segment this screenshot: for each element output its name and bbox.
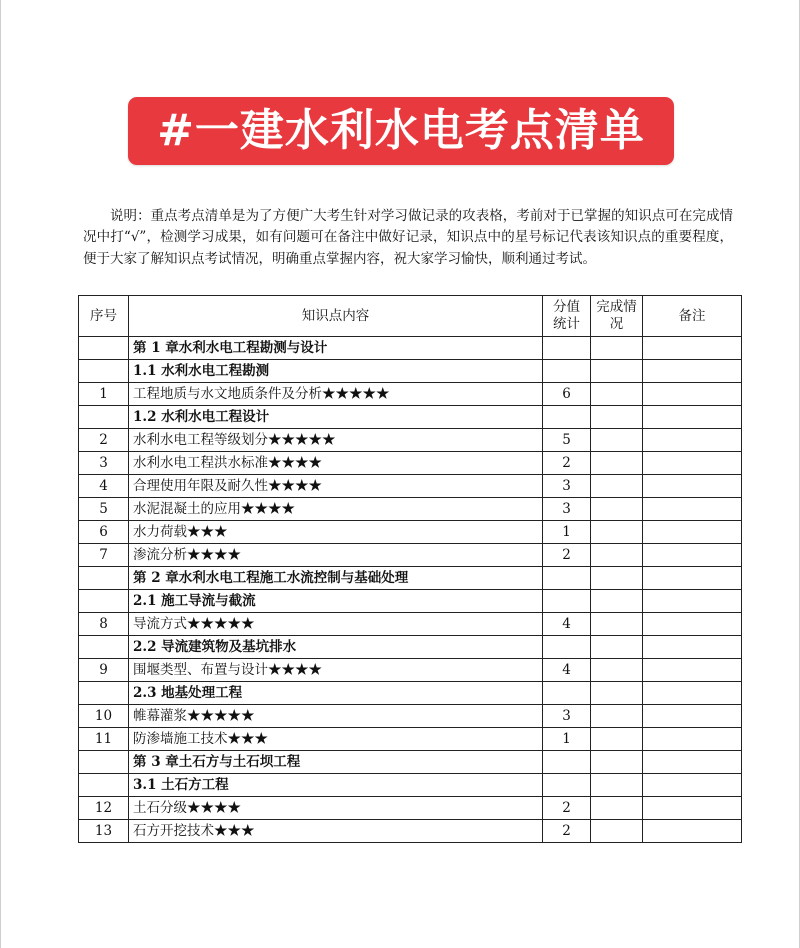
row-done-cell bbox=[591, 590, 643, 613]
row-content: 2.1 施工导流与截流 bbox=[129, 590, 543, 613]
row-content: 石方开挖技术★★★ bbox=[129, 820, 543, 843]
table-body bbox=[79, 337, 742, 843]
row-done-cell bbox=[591, 774, 643, 797]
row-done-cell bbox=[591, 820, 643, 843]
table-row bbox=[79, 797, 742, 820]
table-row bbox=[79, 383, 742, 406]
row-score: 4 bbox=[543, 659, 591, 682]
table-row bbox=[79, 659, 742, 682]
row-number: 12 bbox=[79, 797, 129, 820]
row-note-cell bbox=[643, 337, 742, 360]
row-done-cell bbox=[591, 728, 643, 751]
row-done-cell bbox=[591, 705, 643, 728]
intro-paragraph: 说明：重点考点清单是为了方便广大考生针对学习做记录的攻表格，考前对于已掌握的知识点可在完成情况中打“√”，检测学习成果，如有问题可在备注中做好记录，知识点中的星号标记代表该知识点的重要程度，便于大家了解知识点考试情况，明确重点掌握内容，祝大家学习愉快，顺利通过考试。 bbox=[83, 207, 733, 267]
row-score: 1 bbox=[543, 521, 591, 544]
header-content: 知识点内容 bbox=[129, 296, 543, 337]
row-content: 帷幕灌浆★★★★★ bbox=[129, 705, 543, 728]
table-row bbox=[79, 498, 742, 521]
table-row-heading bbox=[79, 751, 742, 774]
row-number: 11 bbox=[79, 728, 129, 751]
row-done-cell bbox=[591, 383, 643, 406]
row-note-cell bbox=[643, 659, 742, 682]
row-done-cell bbox=[591, 567, 643, 590]
table-row-heading bbox=[79, 406, 742, 429]
table-row-heading bbox=[79, 636, 742, 659]
row-note-cell bbox=[643, 360, 742, 383]
row-note-cell bbox=[643, 682, 742, 705]
row-done-cell bbox=[591, 429, 643, 452]
row-done-cell bbox=[591, 475, 643, 498]
row-note-cell bbox=[643, 429, 742, 452]
row-score: 2 bbox=[543, 544, 591, 567]
row-content: 渗流分析★★★★ bbox=[129, 544, 543, 567]
row-done-cell bbox=[591, 751, 643, 774]
row-number: 4 bbox=[79, 475, 129, 498]
row-score bbox=[543, 406, 591, 429]
row-content: 1.1 水利水电工程勘测 bbox=[129, 360, 543, 383]
table-row bbox=[79, 728, 742, 751]
row-number bbox=[79, 682, 129, 705]
header-score: 分值统计 bbox=[543, 296, 591, 337]
row-done-cell bbox=[591, 682, 643, 705]
row-note-cell bbox=[643, 383, 742, 406]
row-score: 4 bbox=[543, 613, 591, 636]
row-score bbox=[543, 567, 591, 590]
row-done-cell bbox=[591, 544, 643, 567]
table-row-heading bbox=[79, 774, 742, 797]
row-note-cell bbox=[643, 705, 742, 728]
knowledge-point-table bbox=[78, 295, 742, 843]
row-content: 水利水电工程等级划分★★★★★ bbox=[129, 429, 543, 452]
row-note-cell bbox=[643, 544, 742, 567]
row-number: 3 bbox=[79, 452, 129, 475]
header-note: 备注 bbox=[643, 296, 742, 337]
table-row bbox=[79, 705, 742, 728]
row-score: 3 bbox=[543, 475, 591, 498]
row-note-cell bbox=[643, 498, 742, 521]
row-number bbox=[79, 337, 129, 360]
row-note-cell bbox=[643, 406, 742, 429]
row-score bbox=[543, 774, 591, 797]
row-score bbox=[543, 360, 591, 383]
row-note-cell bbox=[643, 613, 742, 636]
row-number: 6 bbox=[79, 521, 129, 544]
row-content: 第 2 章水利水电工程施工水流控制与基础处理 bbox=[129, 567, 543, 590]
row-score: 2 bbox=[543, 452, 591, 475]
page-title: #一建水利水电考点清单 bbox=[157, 105, 645, 156]
row-score bbox=[543, 337, 591, 360]
row-content: 第 3 章土石方与土石坝工程 bbox=[129, 751, 543, 774]
row-number bbox=[79, 751, 129, 774]
row-note-cell bbox=[643, 774, 742, 797]
row-content: 防渗墙施工技术★★★ bbox=[129, 728, 543, 751]
row-score: 6 bbox=[543, 383, 591, 406]
table-row bbox=[79, 429, 742, 452]
table-row bbox=[79, 452, 742, 475]
row-note-cell bbox=[643, 820, 742, 843]
row-note-cell bbox=[643, 567, 742, 590]
row-content: 水泥混凝土的应用★★★★ bbox=[129, 498, 543, 521]
row-number: 5 bbox=[79, 498, 129, 521]
header-done: 完成情况 bbox=[591, 296, 643, 337]
row-note-cell bbox=[643, 475, 742, 498]
row-number: 7 bbox=[79, 544, 129, 567]
row-content: 导流方式★★★★★ bbox=[129, 613, 543, 636]
row-number: 8 bbox=[79, 613, 129, 636]
row-done-cell bbox=[591, 521, 643, 544]
row-score: 3 bbox=[543, 498, 591, 521]
table-row-heading bbox=[79, 682, 742, 705]
table-row-heading bbox=[79, 360, 742, 383]
row-number: 10 bbox=[79, 705, 129, 728]
row-done-cell bbox=[591, 797, 643, 820]
row-note-cell bbox=[643, 751, 742, 774]
row-score: 3 bbox=[543, 705, 591, 728]
row-done-cell bbox=[591, 406, 643, 429]
row-number bbox=[79, 567, 129, 590]
row-content: 水利水电工程洪水标准★★★★ bbox=[129, 452, 543, 475]
table-row-heading bbox=[79, 337, 742, 360]
table-row-heading bbox=[79, 567, 742, 590]
table-row bbox=[79, 544, 742, 567]
row-number bbox=[79, 406, 129, 429]
row-number: 2 bbox=[79, 429, 129, 452]
header-no: 序号 bbox=[79, 296, 129, 337]
row-number: 9 bbox=[79, 659, 129, 682]
row-number: 1 bbox=[79, 383, 129, 406]
table-row-heading bbox=[79, 590, 742, 613]
row-content: 工程地质与水文地质条件及分析★★★★★ bbox=[129, 383, 543, 406]
row-number bbox=[79, 774, 129, 797]
row-score: 2 bbox=[543, 797, 591, 820]
table-header-row bbox=[79, 296, 742, 337]
row-content: 3.1 土石方工程 bbox=[129, 774, 543, 797]
row-note-cell bbox=[643, 452, 742, 475]
row-done-cell bbox=[591, 636, 643, 659]
row-note-cell bbox=[643, 590, 742, 613]
row-done-cell bbox=[591, 498, 643, 521]
row-score: 2 bbox=[543, 820, 591, 843]
row-content: 2.3 地基处理工程 bbox=[129, 682, 543, 705]
row-done-cell bbox=[591, 659, 643, 682]
row-note-cell bbox=[643, 636, 742, 659]
row-done-cell bbox=[591, 613, 643, 636]
row-number: 13 bbox=[79, 820, 129, 843]
row-score bbox=[543, 682, 591, 705]
row-note-cell bbox=[643, 797, 742, 820]
table-row bbox=[79, 820, 742, 843]
row-note-cell bbox=[643, 521, 742, 544]
row-score: 5 bbox=[543, 429, 591, 452]
row-content: 围堰类型、布置与设计★★★★ bbox=[129, 659, 543, 682]
row-done-cell bbox=[591, 452, 643, 475]
row-number bbox=[79, 590, 129, 613]
row-score bbox=[543, 751, 591, 774]
row-score bbox=[543, 636, 591, 659]
table-row bbox=[79, 613, 742, 636]
row-done-cell bbox=[591, 360, 643, 383]
row-number bbox=[79, 360, 129, 383]
row-content: 土石分级★★★★ bbox=[129, 797, 543, 820]
row-content: 1.2 水利水电工程设计 bbox=[129, 406, 543, 429]
row-content: 第 1 章水利水电工程勘测与设计 bbox=[129, 337, 543, 360]
row-content: 水力荷载★★★ bbox=[129, 521, 543, 544]
title-badge bbox=[128, 97, 674, 165]
row-content: 合理使用年限及耐久性★★★★ bbox=[129, 475, 543, 498]
row-score bbox=[543, 590, 591, 613]
row-score: 1 bbox=[543, 728, 591, 751]
row-number bbox=[79, 636, 129, 659]
row-note-cell bbox=[643, 728, 742, 751]
row-done-cell bbox=[591, 337, 643, 360]
table-row bbox=[79, 475, 742, 498]
row-content: 2.2 导流建筑物及基坑排水 bbox=[129, 636, 543, 659]
table-row bbox=[79, 521, 742, 544]
